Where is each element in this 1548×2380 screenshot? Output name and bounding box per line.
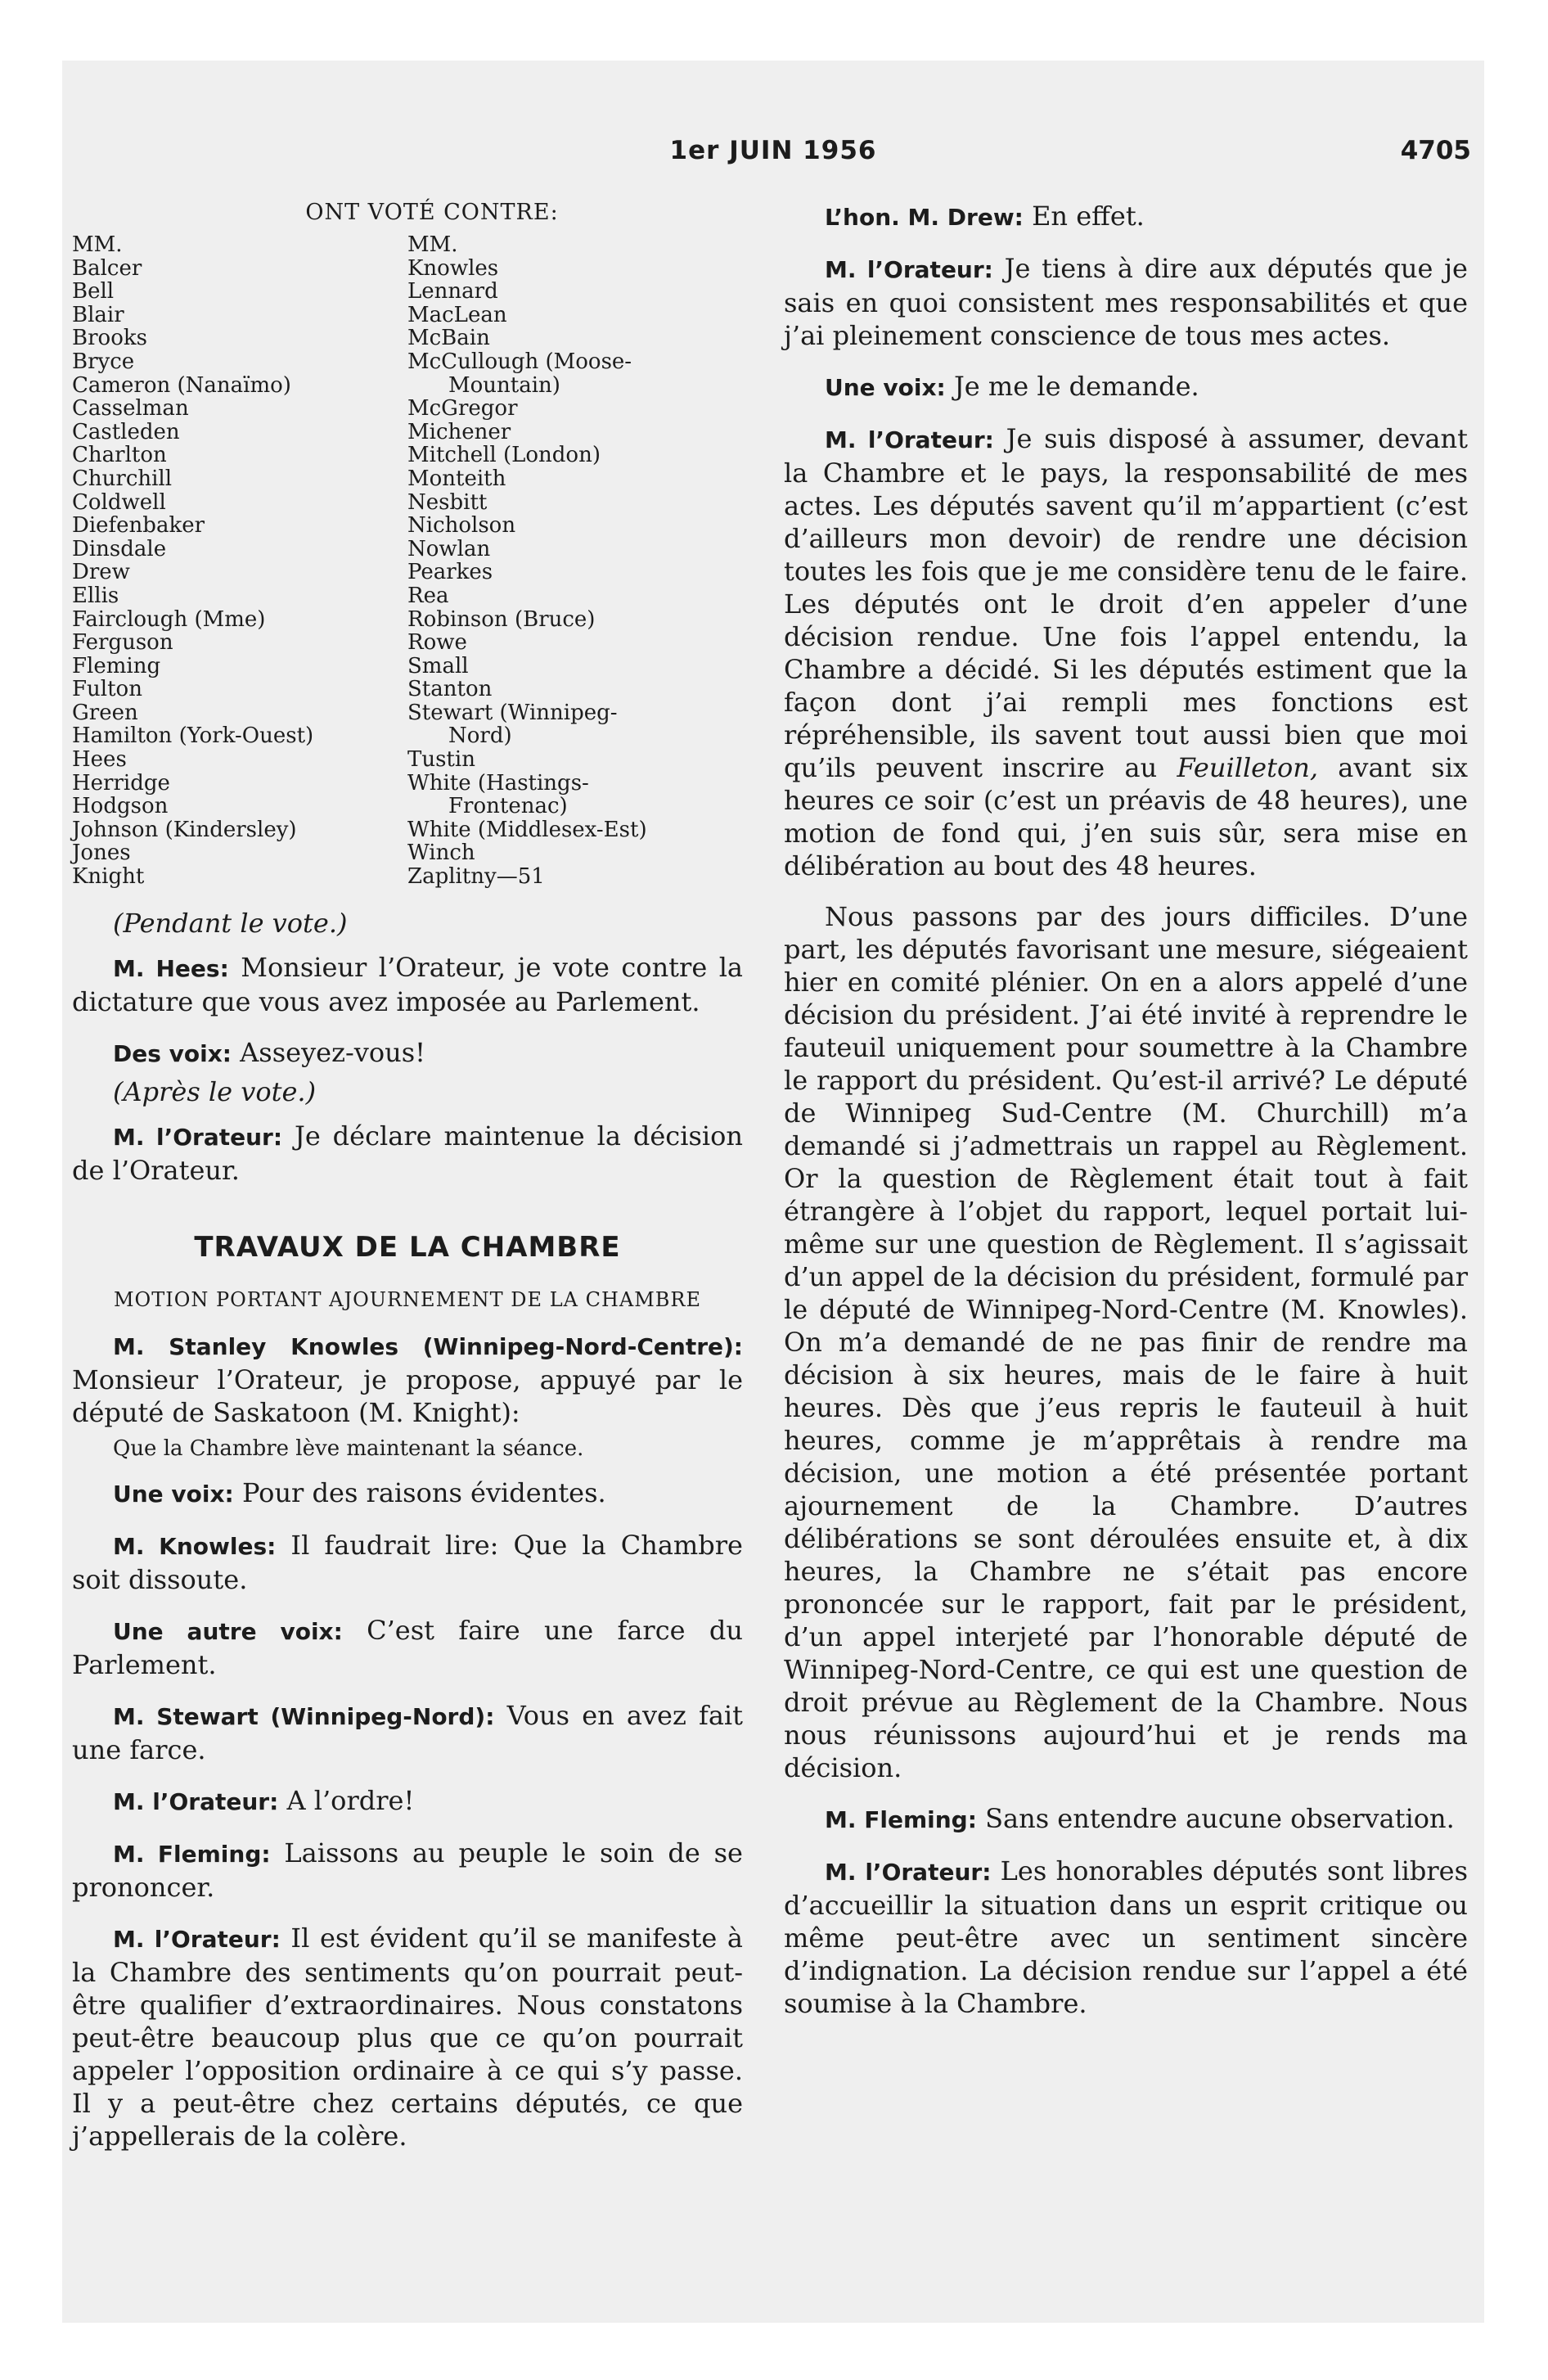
vote-name: Winch (407, 841, 475, 866)
paragraph-autre-voix (72, 1614, 743, 1681)
speech-text: Asseyez-vous! (232, 1036, 425, 1068)
paragraph-stewart (72, 1699, 743, 1766)
speaker-name: M. l’Orateur: (825, 1859, 992, 1886)
motion-quote: Que la Chambre lève maintenant la séance. (113, 1436, 584, 1461)
speech-text: Vous en avez fait une farce. (72, 1699, 744, 1765)
section-title: TRAVAUX DE LA CHAMBRE (194, 1230, 621, 1264)
speaker-name: M. l’Orateur: (825, 426, 994, 453)
vote-name: Herridge (72, 770, 170, 796)
page-header (62, 136, 1484, 177)
speaker-name: L’hon. M. Drew: (825, 204, 1024, 231)
paragraph-orateur-5 (784, 422, 1468, 882)
vote-name: Stanton (407, 677, 493, 702)
speech-text: Laissons au peuple le soin de se prononcer. (72, 1837, 743, 1903)
speech-text: C’est faire une farce du Parlement. (72, 1614, 744, 1680)
vote-name: Rea (407, 583, 449, 608)
page-number: 4705 (1400, 136, 1471, 165)
speech-text: Monsieur l’Orateur, je vote contre la dictature que vous avez imposée au Parlement. (72, 951, 744, 1017)
speaker-name: Des voix: (113, 1039, 232, 1067)
speaker-name: M. Fleming: (825, 1806, 977, 1833)
vote-name: Nesbitt (407, 489, 488, 515)
vote-name: Casselman (72, 396, 189, 421)
speaker-name: M. l’Orateur: (113, 1787, 279, 1815)
vote-name: Bryce (72, 349, 135, 374)
speech-text: Je suis disposé à assumer, devant la Chambre et le pays, la responsabilité de mes actes. Les députés savent qu’il m’appartient (c’est d’ailleurs mon devoir) de rendre une décision toutes les fois que je me considère tenu de le faire. Les députés ont le droit d’en appeler d’une décision rendue. Une fois l’appel entendu, la Chambre a décidé. Si les députés estiment que la façon dont j’ai rempli mes fonctions est répréhensible, ils savent tout aussi bien que moi qu’ils peuvent inscrire au (784, 423, 1468, 783)
vote-name: Ellis (72, 583, 119, 608)
speech-text: Je déclare maintenue la décision de l’Orateur. (72, 1120, 743, 1186)
vote-name: Green (72, 700, 138, 725)
vote-name: McBain (407, 326, 490, 351)
vote-name: Diefenbaker (72, 513, 205, 539)
speaker-name: M. l’Orateur: (825, 256, 993, 283)
vote-name: Tustin (407, 747, 475, 773)
mm-label: MM. (407, 232, 458, 257)
vote-name: Lennard (407, 279, 498, 304)
paragraph-fleming-2 (784, 1802, 1468, 1837)
speech-text: Je tiens à dire aux députés que je sais en quoi consistent mes responsabilités et que j’ai pleinement conscience de tous mes actes. (784, 253, 1468, 351)
vote-name: McGregor (407, 396, 518, 421)
vote-name: Charlton (72, 443, 167, 468)
paragraph-knowles-motion (72, 1329, 743, 1429)
apres-vote-note: (Après le vote.) (113, 1075, 317, 1107)
paragraph-orateur-3 (72, 1922, 743, 2152)
vote-name: Blair (72, 302, 124, 327)
header-date: 1er JUIN 1956 (669, 136, 877, 165)
speaker-name: M. Hees: (113, 954, 229, 982)
vote-name: Fairclough (Mme) (72, 606, 266, 632)
vote-name: Monteith (407, 466, 506, 491)
vote-name: Churchill (72, 466, 173, 491)
vote-name: White (Middlesex-Est) (407, 817, 647, 842)
speech-text: Pour des raisons évidentes. (233, 1476, 606, 1508)
paragraph-orateur-7 (784, 1855, 1468, 2020)
vote-name: Rowe (407, 630, 467, 656)
vote-name: Dinsdale (72, 536, 167, 561)
left-column (72, 200, 743, 2152)
feuilleton-italic: Feuilleton, (1177, 752, 1319, 783)
speech-text: En effet. (1023, 201, 1145, 232)
vote-name: Knowles (407, 255, 499, 281)
vote-name: Bell (72, 279, 115, 304)
mm-label: MM. (72, 232, 123, 257)
paragraph-une-voix-2 (784, 370, 1468, 404)
right-column (784, 200, 1468, 2020)
vote-name: Knight (72, 864, 145, 890)
vote-name: Johnson (Kindersley) (72, 817, 297, 842)
pendant-vote-note: (Pendant le vote.) (113, 907, 348, 939)
vote-name: Hees (72, 747, 127, 773)
speech-text: Je me le demande. (945, 371, 1199, 402)
vote-name: Stewart (Winnipeg- (407, 700, 618, 725)
vote-name: Mitchell (London) (407, 443, 601, 468)
speaker-name: Une voix: (113, 1480, 234, 1508)
vote-name: Cameron (Nanaïmo) (72, 372, 291, 398)
paragraph-fleming (72, 1837, 743, 1904)
vote-name: Nord) (448, 723, 512, 749)
vote-name: Michener (407, 419, 511, 444)
paragraph-orateur-6: Nous passons par des jours difficiles. D’une part, les députés favorisant une mesure, siégeaient hier en comité plénier. On en a alors appelé d’une décision du président. J’ai été invité à reprendre le fauteuil uniquement pour soumettre à la Chambre le rapport du président. Qu’est-il arrivé? Le député de Winnipeg Sud-Centre (M. Churchill) m’a demandé si j’admettrais un rappel au Règlement. Or la question de Règlement était tout à fait étrangère à l’objet du rapport, lequel portait lui-même sur une question de Règlement. Il s’agissait d’un appel de la décision du président, formulé par le député de Winnipeg-Nord-Centre (M. Knowles). On m’a demandé de ne pas finir de rendre ma décision à six heures, mais de le faire à huit heures. Dès que j’eus repris le fauteuil à huit heures, comme je m’apprêtais à rendre ma décision, une motion a été présentée portant ajournement de la Chambre. D’autres délibérations se sont déroulées ensuite et, à dix heures, la Chambre ne s’était pas encore prononcée sur le rapport, fait par le président, d’un appel interjeté par l’honorable député de Winnipeg-Nord-Centre, ce qui est une question de droit prévue au Règlement de la Chambre. Nous nous réunissons aujourd’hui et je rends ma décision. (784, 901, 1468, 1783)
speech-text: Monsieur l’Orateur, je propose, appuyé par le député de Saskatoon (M. Knight): (72, 1364, 743, 1428)
vote-name: Small (407, 653, 469, 678)
paragraph-orateur-1 (72, 1120, 743, 1187)
speaker-name: M. Stanley Knowles (Winnipeg-Nord-Centre): (113, 1332, 743, 1360)
vote-name: Ferguson (72, 630, 173, 656)
speaker-name: M. Stewart (Winnipeg-Nord): (113, 1702, 495, 1730)
vote-name: Balcer (72, 255, 142, 281)
vote-name: Jones (72, 841, 131, 866)
vote-name: Nicholson (407, 513, 516, 539)
speaker-name: M. Knowles: (113, 1532, 277, 1560)
speech-text: avant six heures ce soir (c’est un préavis de 48 heures), une motion de fond qui, j’en suis sûr, sera mise en délibération au bout des 48 heures. (784, 752, 1468, 881)
paragraph-des-voix (72, 1036, 743, 1071)
speech-text: Il faudrait lire: Que la Chambre soit dissoute. (72, 1529, 743, 1595)
vote-name: Drew (72, 560, 130, 585)
scanned-page (62, 61, 1484, 2323)
paragraph-hees (72, 951, 743, 1018)
vote-name: Coldwell (72, 489, 166, 515)
vote-name: Mountain) (448, 372, 560, 398)
paragraph-knowles (72, 1529, 743, 1596)
subsection-title: MOTION PORTANT AJOURNEMENT DE LA CHAMBRE (113, 1287, 702, 1311)
speaker-name: M. Fleming: (113, 1840, 271, 1868)
vote-name: Brooks (72, 326, 147, 351)
vote-title: ONT VOTÉ CONTRE: (305, 200, 559, 225)
speaker-name: Une autre voix: (113, 1617, 343, 1645)
paragraph-une-voix (72, 1476, 743, 1511)
speech-text: A l’ordre! (278, 1784, 415, 1816)
vote-name: Castleden (72, 419, 180, 444)
vote-name: Fulton (72, 677, 142, 702)
vote-name: Robinson (Bruce) (407, 606, 596, 632)
vote-names-right (407, 233, 743, 889)
vote-name: Nowlan (407, 536, 491, 561)
speaker-name: Une voix: (825, 374, 946, 401)
paragraph-orateur-4 (784, 252, 1468, 352)
speech-text: Il est évident qu’il se manifeste à la Chambre des sentiments qu’on pourrait peut-être qualifier d’extraordinaires. Nous constatons peut-être beaucoup plus que ce qu’on pourrait appeler l’opposition ordinaire à ce qui s’y passe. Il y a peut-être chez certains députés, ce que j’appellerais de la colère. (72, 1922, 743, 2152)
vote-name: Hodgson (72, 794, 169, 819)
vote-name: McCullough (Moose- (407, 349, 632, 374)
vote-list (72, 233, 743, 889)
speech-text: Sans entendre aucune observation. (976, 1803, 1455, 1834)
vote-name: Fleming (72, 653, 161, 678)
speaker-name: M. l’Orateur: (113, 1925, 281, 1953)
vote-name: Hamilton (York-Ouest) (72, 723, 314, 749)
vote-name: Frontenac) (448, 794, 568, 819)
paragraph-drew (784, 200, 1468, 234)
paragraph-orateur-2 (72, 1784, 743, 1819)
speech-text: Les honorables députés sont libres d’accueillir la situation dans un esprit critique ou même peut-être avec un sentiment sincère d’indignation. La décision rendue sur l’appel a été soumise à la Chambre. (784, 1855, 1468, 2019)
vote-names-left (72, 233, 407, 889)
vote-name: Pearkes (407, 560, 493, 585)
vote-name: MacLean (407, 302, 507, 327)
vote-name: White (Hastings- (407, 770, 589, 796)
speaker-name: M. l’Orateur: (113, 1123, 283, 1151)
vote-name: Zaplitny—51 (407, 864, 545, 890)
